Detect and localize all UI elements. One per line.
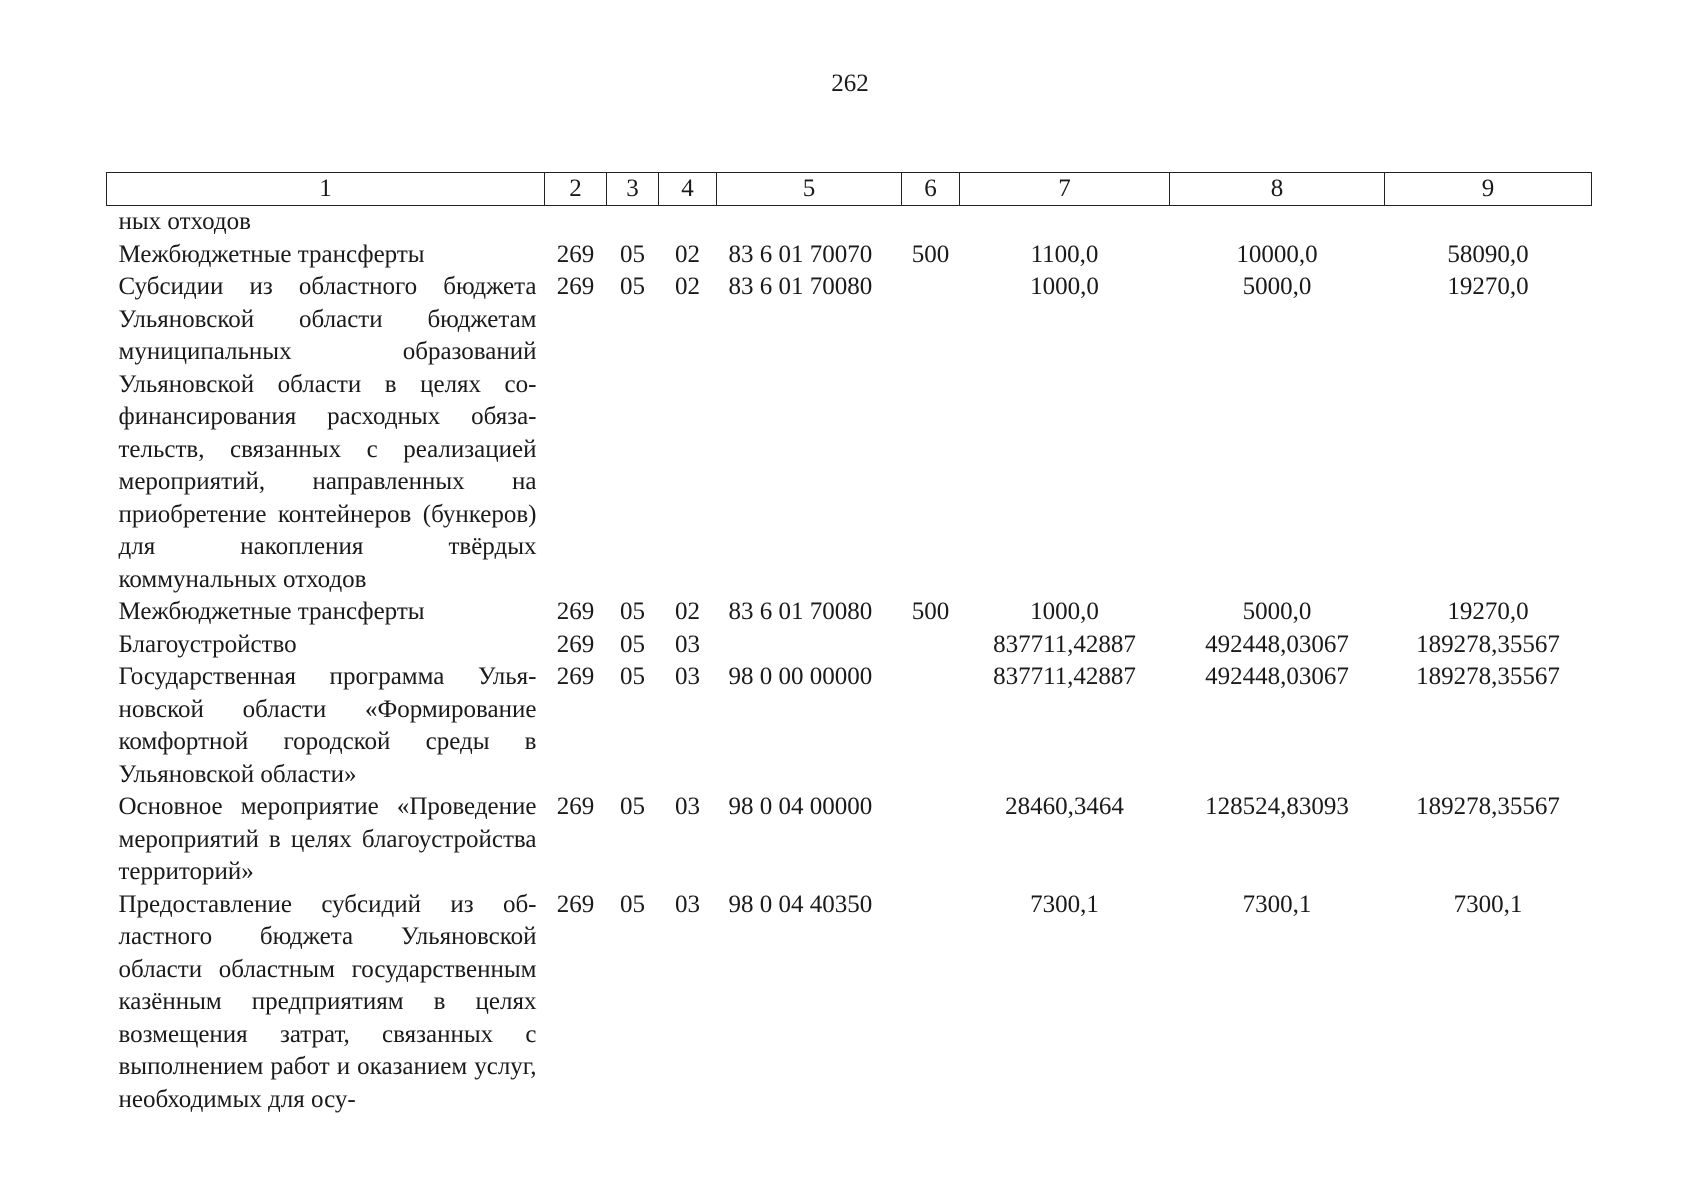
amount-9: 58090,0 [1447, 240, 1529, 268]
table-body [107, 206, 1592, 1117]
item-name: Предоставление субсидий из областного бюджета Ульяновской области областным государственным казённым предприятиям в целях возмещения затрат, связанных с выполнением работ и оказанием услуг, необходимых для осу- [118, 890, 537, 1113]
code-5: 98 0 00 00000 [728, 663, 873, 690]
amount-9: 19270,0 [1447, 598, 1529, 625]
code-4: 02 [675, 598, 700, 625]
table-row [107, 206, 1592, 239]
amount-9: 19270,0 [1447, 273, 1529, 300]
amount-7: 837711,42887 [993, 663, 1136, 690]
amount-7: 1000,0 [1030, 598, 1099, 625]
code-5: 83 6 01 70080 [728, 598, 873, 625]
item-name: ных отходов [118, 208, 251, 235]
code-6 [902, 629, 960, 662]
table-row [107, 791, 1592, 889]
amount-9: 189278,35567 [1416, 793, 1560, 820]
table-row [107, 596, 1592, 629]
header-cell: 2 [545, 173, 607, 206]
code-3: 05 [620, 793, 645, 820]
code-4: 02 [675, 240, 700, 268]
table-row [107, 271, 1592, 596]
code-6 [902, 206, 960, 239]
code-2: 269 [556, 793, 595, 820]
code-3: 05 [620, 240, 645, 268]
code-6 [902, 889, 960, 1117]
code-6: 500 [911, 240, 950, 268]
header-cell: 4 [659, 173, 717, 206]
header-cell: 1 [107, 173, 545, 206]
item-name: Межбюджетные трансферты [118, 240, 425, 268]
code-2: 269 [556, 890, 595, 918]
table-header [107, 173, 1592, 206]
code-5: 83 6 01 70080 [728, 273, 873, 300]
item-name: Благоустройство [118, 630, 297, 658]
page-number: 262 [831, 70, 869, 97]
amount-8: 492448,03067 [1205, 663, 1349, 690]
code-2: 269 [556, 630, 595, 658]
amount-7: 28460,3464 [1005, 793, 1124, 820]
header-row [107, 173, 1592, 206]
header-cell: 6 [902, 173, 960, 206]
amount-8: 10000,0 [1236, 240, 1318, 268]
code-4: 02 [675, 273, 700, 300]
code-6 [902, 271, 960, 596]
amount-8 [1170, 206, 1385, 239]
amount-8: 128524,83093 [1205, 793, 1349, 820]
table-row [107, 629, 1592, 662]
header-cell: 7 [960, 173, 1170, 206]
header-cell: 8 [1170, 173, 1385, 206]
code-6 [902, 661, 960, 791]
code-5 [717, 629, 902, 662]
amount-8: 5000,0 [1242, 273, 1312, 300]
amount-7: 1000,0 [1030, 273, 1099, 300]
code-5: 98 0 04 40350 [728, 890, 873, 918]
item-name: Основное мероприятие «Проведение мероприятий в целях благоустройства территорий» [118, 793, 537, 885]
code-6 [902, 791, 960, 889]
header-cell: 5 [717, 173, 902, 206]
amount-9 [1385, 206, 1592, 239]
code-4: 03 [675, 663, 700, 690]
amount-7: 7300,1 [1030, 890, 1099, 918]
code-6: 500 [911, 598, 950, 625]
item-name: Субсидии из областного бюджета Ульяновской области бюджетам муниципальных образований Ульяновской области в целях софинансирования расходных обязательств, связанных с реализацией мероприятий, направленных на приобретение контейнеров (бункеров) для накопления твёрдых коммунальных отходов [118, 273, 537, 593]
item-name: Государственная программа Ульяновской области «Формирование комфортной городской среды в Ульяновской области» [118, 663, 537, 788]
amount-7: 837711,42887 [993, 630, 1136, 658]
header-cell: 9 [1385, 173, 1592, 206]
code-4 [659, 206, 717, 239]
code-4: 03 [675, 793, 700, 820]
code-3: 05 [620, 598, 645, 625]
code-3 [607, 206, 659, 239]
code-5 [717, 206, 902, 239]
code-3: 05 [620, 630, 645, 658]
code-2: 269 [556, 240, 595, 268]
amount-8: 7300,1 [1242, 890, 1312, 918]
code-2: 269 [556, 598, 595, 625]
code-3: 05 [620, 663, 645, 690]
code-2: 269 [556, 273, 595, 300]
code-2 [545, 206, 607, 239]
item-name: Межбюджетные трансферты [118, 598, 425, 625]
code-2: 269 [556, 663, 595, 690]
amount-8: 492448,03067 [1205, 630, 1349, 658]
amount-9: 7300,1 [1453, 890, 1523, 918]
amount-9: 189278,35567 [1416, 663, 1560, 690]
amount-9: 189278,35567 [1416, 630, 1560, 658]
amount-8: 5000,0 [1242, 598, 1312, 625]
amount-7 [960, 206, 1170, 239]
budget-table [106, 172, 1592, 1116]
code-4: 03 [675, 890, 700, 918]
header-cell: 3 [607, 173, 659, 206]
code-3: 05 [620, 273, 645, 300]
table-row [107, 889, 1592, 1117]
code-5: 98 0 04 00000 [728, 793, 873, 820]
code-5: 83 6 01 70070 [728, 240, 873, 268]
code-3: 05 [620, 890, 645, 918]
table-row [107, 239, 1592, 272]
table-row [107, 661, 1592, 791]
amount-7: 1100,0 [1030, 240, 1099, 268]
code-4: 03 [675, 630, 700, 658]
